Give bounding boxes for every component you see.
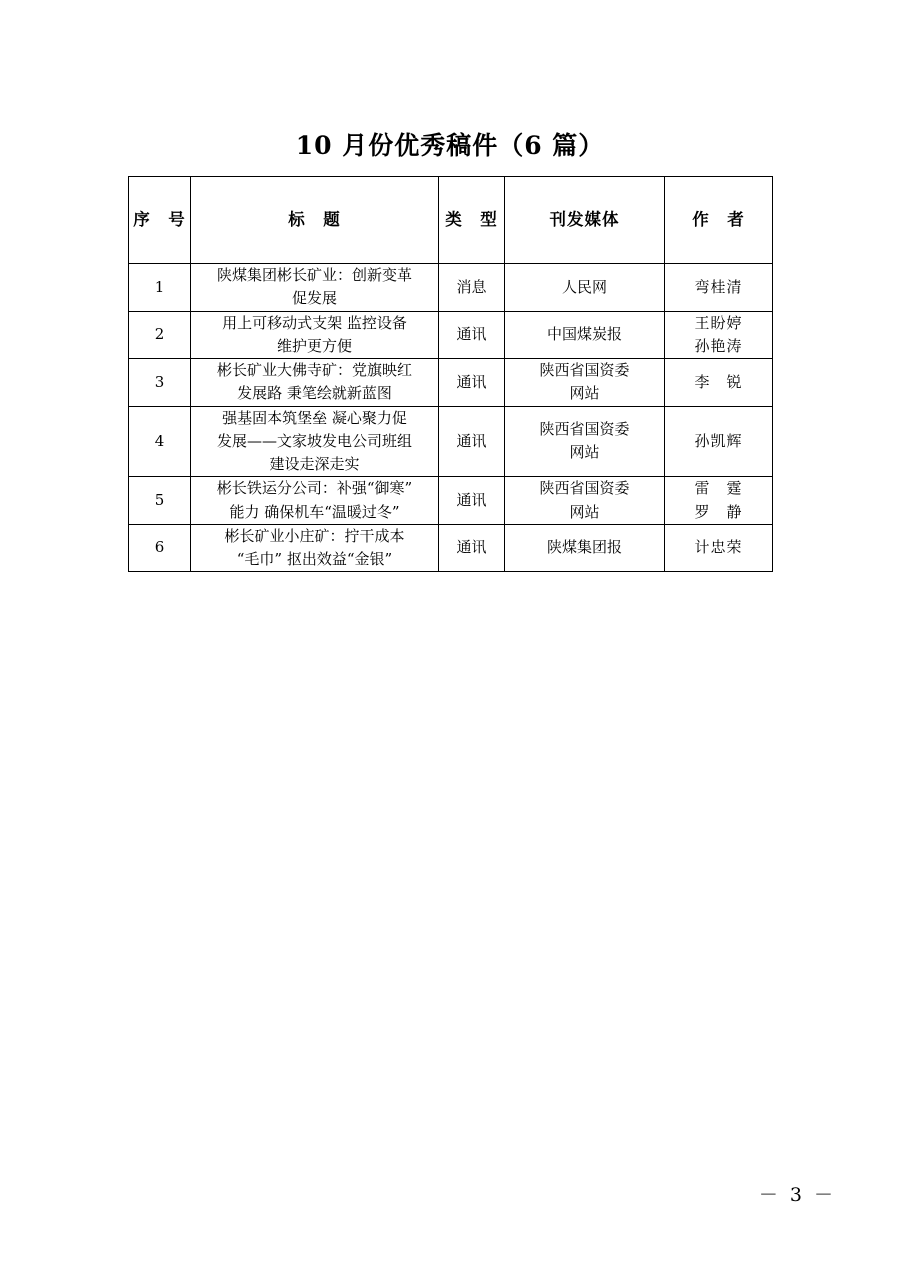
- author-line: 孙凯辉: [694, 431, 743, 450]
- cell-seq: 4: [129, 406, 191, 477]
- cell-author: [665, 406, 773, 477]
- author-line: 李 锐: [694, 372, 743, 391]
- cell-seq: 3: [129, 359, 191, 407]
- cell-media: [505, 359, 665, 407]
- cell-seq: 6: [129, 524, 191, 572]
- table-row: [129, 477, 773, 525]
- media-line: 陕西省国资委: [539, 420, 630, 439]
- author-line: 孙艳涛: [694, 336, 743, 355]
- column-header-seq: 序 号: [129, 177, 191, 264]
- title-line: 彬长铁运分公司：补强“御寒”: [216, 479, 413, 498]
- page-title: 10 月份优秀稿件（6 篇）: [295, 131, 605, 160]
- cell-seq: 1: [129, 264, 191, 312]
- title-line: 能力 确保机车“温暖过冬”: [229, 502, 400, 521]
- media-line: 网站: [569, 384, 600, 403]
- table-row: [129, 406, 773, 477]
- table-row: [129, 524, 773, 572]
- cell-author: [665, 359, 773, 407]
- title-line: 维护更方便: [276, 336, 352, 355]
- title-line: 用上可移动式支架 监控设备: [222, 313, 407, 332]
- excellent-articles-table: [128, 176, 773, 572]
- table-header-row: [129, 177, 773, 264]
- cell-media: [505, 406, 665, 477]
- cell-title: [191, 524, 439, 572]
- cell-type: 通讯: [439, 524, 505, 572]
- table-row: [129, 264, 773, 312]
- author-line: 罗 静: [694, 502, 743, 521]
- title-line: 建设走深走实: [269, 455, 360, 473]
- cell-media: [505, 477, 665, 525]
- media-line: 中国煤炭报: [546, 325, 622, 344]
- title-line: 强基固本筑堡垒 凝心聚力促: [222, 408, 407, 427]
- cell-author: [665, 311, 773, 359]
- media-line: 人民网: [561, 277, 607, 296]
- column-header-type: 类 型: [439, 177, 505, 264]
- media-line: 陕西省国资委: [539, 361, 630, 379]
- column-header-title: 标 题: [191, 177, 439, 264]
- cell-seq: 5: [129, 477, 191, 525]
- cell-title: [191, 264, 439, 312]
- media-line: 陕煤集团报: [546, 538, 622, 557]
- cell-type: 通讯: [439, 406, 505, 477]
- cell-type: 通讯: [439, 311, 505, 359]
- title-line: 发展路 秉笔绘就新蓝图: [237, 384, 392, 403]
- cell-type: 通讯: [439, 359, 505, 407]
- media-line: 陕西省国资委: [539, 479, 630, 498]
- cell-media: [505, 264, 665, 312]
- author-line: 雷 霆: [694, 479, 743, 498]
- cell-title: [191, 406, 439, 477]
- author-line: 计忠荣: [694, 538, 743, 557]
- cell-type: 通讯: [439, 477, 505, 525]
- table-row: [129, 311, 773, 359]
- media-line: 网站: [569, 502, 600, 521]
- title-line: 彬长矿业小庄矿：拧干成本: [224, 526, 405, 545]
- table-row: [129, 359, 773, 407]
- author-line: 弯桂清: [694, 277, 743, 296]
- author-line: 王盼婷: [694, 313, 743, 332]
- cell-type: 消息: [439, 264, 505, 312]
- cell-author: [665, 524, 773, 572]
- cell-title: [191, 477, 439, 525]
- title-line: 促发展: [291, 289, 337, 308]
- cell-media: [505, 311, 665, 359]
- title-line: “毛巾” 抠出效益“金银”: [236, 550, 393, 568]
- title-line: 彬长矿业大佛寺矿：党旗映红: [216, 361, 412, 379]
- cell-author: [665, 264, 773, 312]
- media-line: 网站: [569, 443, 600, 462]
- cell-seq: 2: [129, 311, 191, 359]
- title-line: 陕煤集团彬长矿业：创新变革: [216, 266, 412, 284]
- column-header-media: 刊发媒体: [505, 177, 665, 264]
- cell-title: [191, 359, 439, 407]
- cell-author: [665, 477, 773, 525]
- cell-media: [505, 524, 665, 572]
- page-number: － 3 －: [758, 1184, 836, 1206]
- cell-title: [191, 311, 439, 359]
- table-body: [129, 264, 773, 572]
- title-line: 发展——文家坡发电公司班组: [216, 431, 412, 450]
- column-header-author: 作 者: [665, 177, 773, 264]
